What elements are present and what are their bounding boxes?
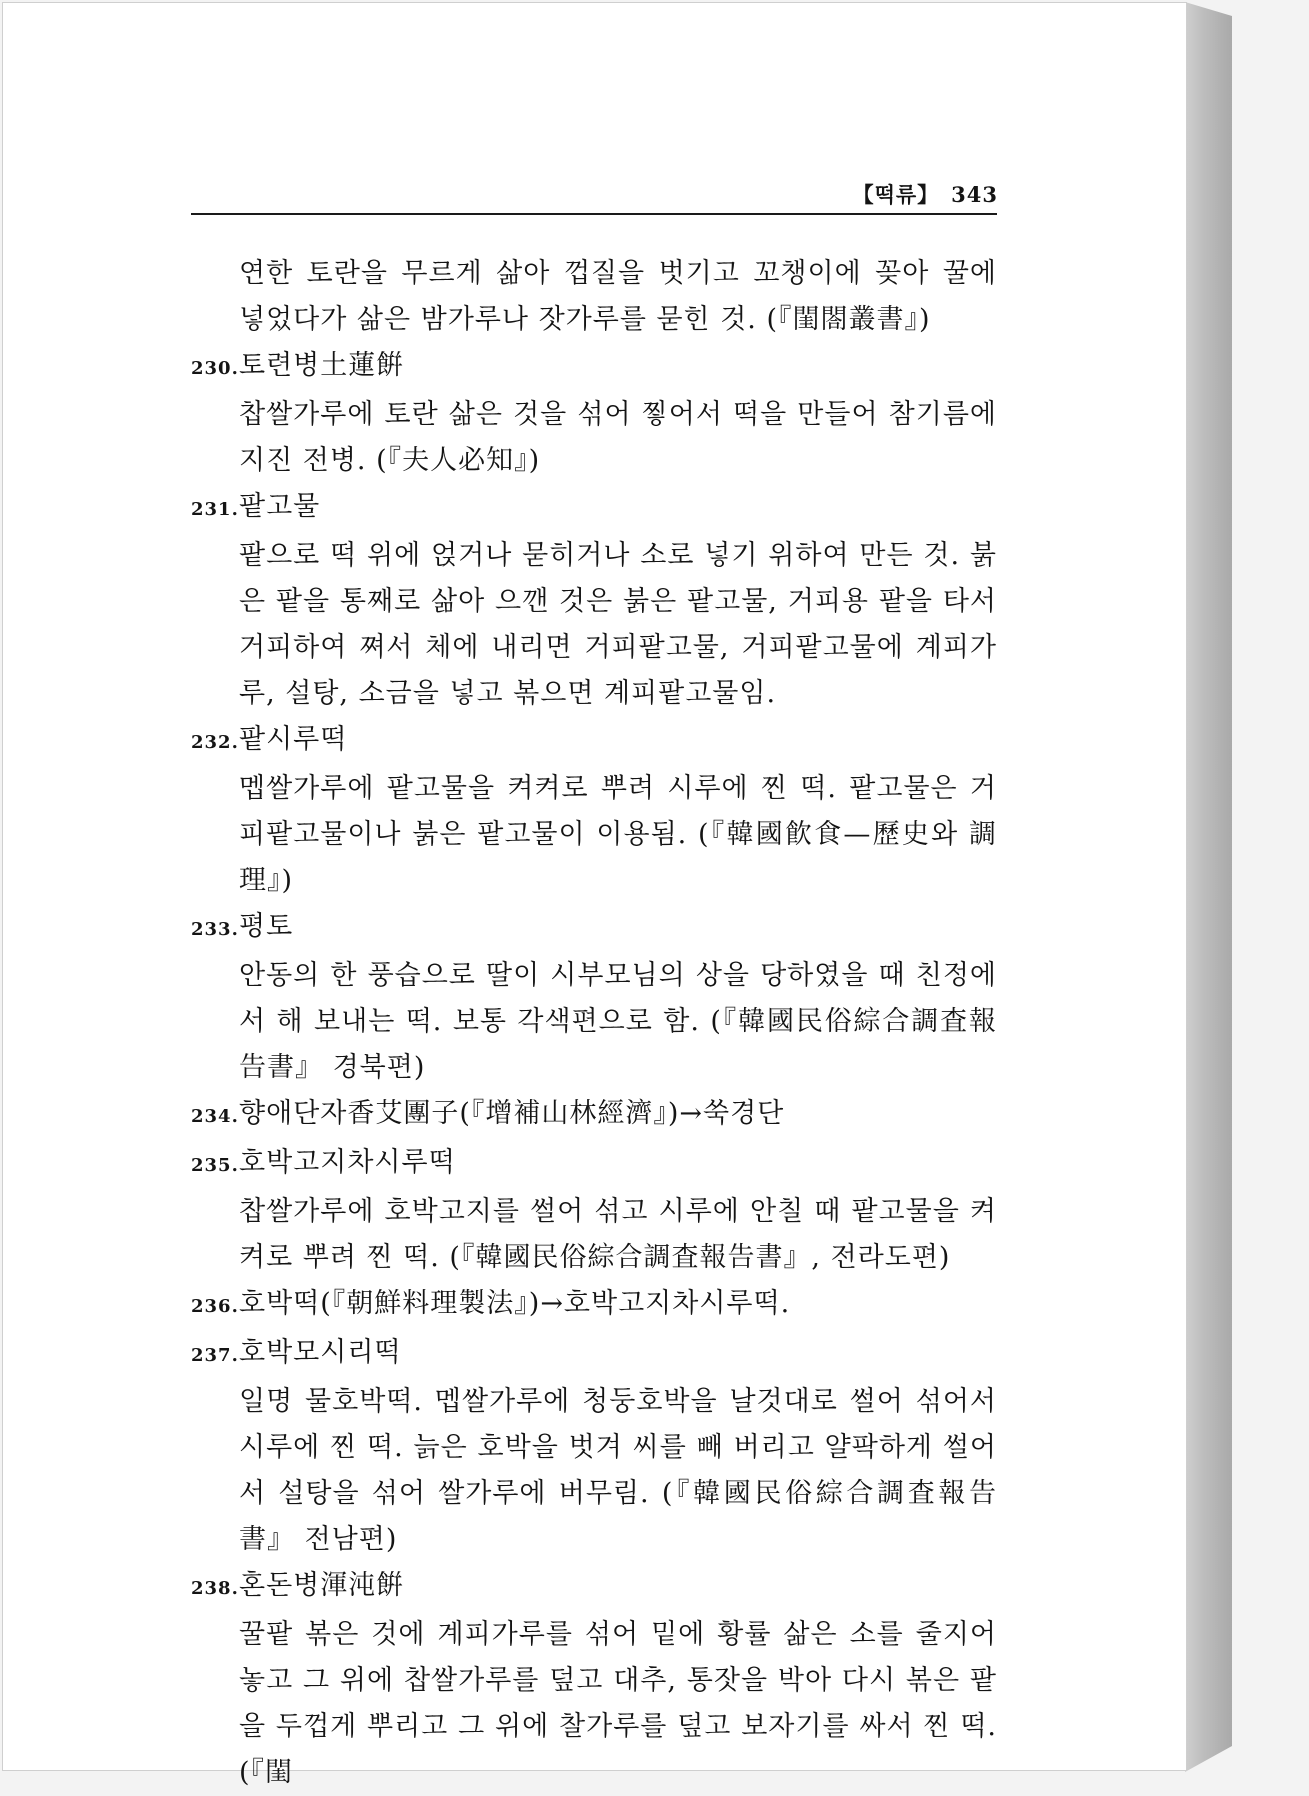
entry-headword: 호박고지차시루떡 bbox=[239, 1147, 456, 1178]
entry-number: 231. bbox=[191, 499, 239, 520]
glossary-entry bbox=[191, 484, 997, 717]
entry-headword: 평토 bbox=[239, 911, 294, 942]
entry-number: 230. bbox=[191, 358, 239, 379]
page-edge-shadow bbox=[1185, 2, 1232, 1772]
section-title: 【떡류】 bbox=[852, 182, 940, 207]
entry-definition: 안동의 한 풍습으로 딸이 시부모님의 상을 당하였을 때 친정에서 해 보내는 떡. 보통 각색편으로 함. (『韓國民俗綜合調査報告書』 경북편) bbox=[239, 960, 997, 1083]
entry-headword: 팥시루떡 bbox=[239, 724, 348, 755]
entry-headword: 혼돈병渾沌餠 bbox=[239, 1570, 405, 1601]
glossary-entry bbox=[191, 251, 997, 343]
entry-definition: 꿀팥 볶은 것에 계피가루를 섞어 밑에 황률 삶은 소를 줄지어 놓고 그 위에 찹쌀가루를 덮고 대추, 통잣을 박아 다시 볶은 팥을 두껍게 뿌리고 그 위에 찰가루를 덮고 보자기를 싸서 찐 떡. (『閨 bbox=[239, 1619, 997, 1788]
entry-number: 232. bbox=[191, 732, 239, 753]
header-rule bbox=[191, 213, 997, 215]
entry-definition: 찹쌀가루에 호박고지를 썰어 섞고 시루에 안칠 때 팥고물을 켜켜로 뿌려 찐 떡. (『韓國民俗綜合調査報告書』, 전라도편) bbox=[239, 1196, 997, 1273]
entry-definition: 멥쌀가루에 팥고물을 켜켜로 뿌려 시루에 찐 떡. 팥고물은 거피팥고물이나 붉은 팥고물이 이용됨. (『韓國飮食—歷史와 調理』) bbox=[239, 773, 997, 896]
glossary-entry bbox=[191, 1140, 997, 1281]
glossary-body bbox=[191, 251, 997, 1796]
entry-definition: 팥으로 떡 위에 얹거나 묻히거나 소로 넣기 위하여 만든 것. 붉은 팥을 통째로 삶아 으깬 것은 붉은 팥고물, 거피용 팥을 타서 거피하여 쪄서 체에 내리면 거피팥고물, 거피팥고물에 계피가루, 설탕, 소금을 넣고 볶으면 계피팥고물임. bbox=[239, 540, 997, 709]
glossary-entry bbox=[191, 1281, 997, 1330]
entry-number: 238. bbox=[191, 1578, 239, 1599]
glossary-entry bbox=[191, 1330, 997, 1563]
running-header bbox=[3, 179, 998, 209]
entry-definition: 연한 토란을 무르게 삶아 껍질을 벗기고 꼬챙이에 꽂아 꿀에 넣었다가 삶은 밤가루나 잣가루를 묻힌 것. (『閨閤叢書』) bbox=[239, 258, 997, 335]
entry-number: 233. bbox=[191, 919, 239, 940]
entry-number: 236. bbox=[191, 1296, 239, 1317]
glossary-entry bbox=[191, 1563, 997, 1796]
glossary-entry bbox=[191, 717, 997, 904]
glossary-entry bbox=[191, 1091, 997, 1140]
entry-number: 234. bbox=[191, 1106, 239, 1127]
glossary-entry bbox=[191, 343, 997, 484]
entry-number: 237. bbox=[191, 1345, 239, 1366]
entry-definition: 찹쌀가루에 토란 삶은 것을 섞어 찧어서 떡을 만들어 참기름에 지진 전병. (『夫人必知』) bbox=[239, 399, 997, 476]
entry-headword: 호박떡(『朝鮮料理製法』)→호박고지차시루떡. bbox=[239, 1288, 791, 1319]
entry-number: 235. bbox=[191, 1155, 239, 1176]
glossary-entry bbox=[191, 904, 997, 1091]
entry-headword: 향애단자香艾團子(『增補山林經濟』)→쑥경단 bbox=[239, 1098, 785, 1129]
entry-headword: 토련병土蓮餠 bbox=[239, 350, 405, 381]
book-page bbox=[2, 2, 1187, 1788]
entry-headword: 팥고물 bbox=[239, 491, 321, 522]
entry-definition: 일명 물호박떡. 멥쌀가루에 청둥호박을 날것대로 썰어 섞어서 시루에 찐 떡. 늙은 호박을 벗겨 씨를 빼 버리고 얄팍하게 썰어서 설탕을 섞어 쌀가루에 버무림. (『韓國民俗綜合調査報告書』 전남편) bbox=[239, 1386, 997, 1555]
page-number: 343 bbox=[951, 182, 998, 207]
entry-headword: 호박모시리떡 bbox=[239, 1337, 402, 1368]
